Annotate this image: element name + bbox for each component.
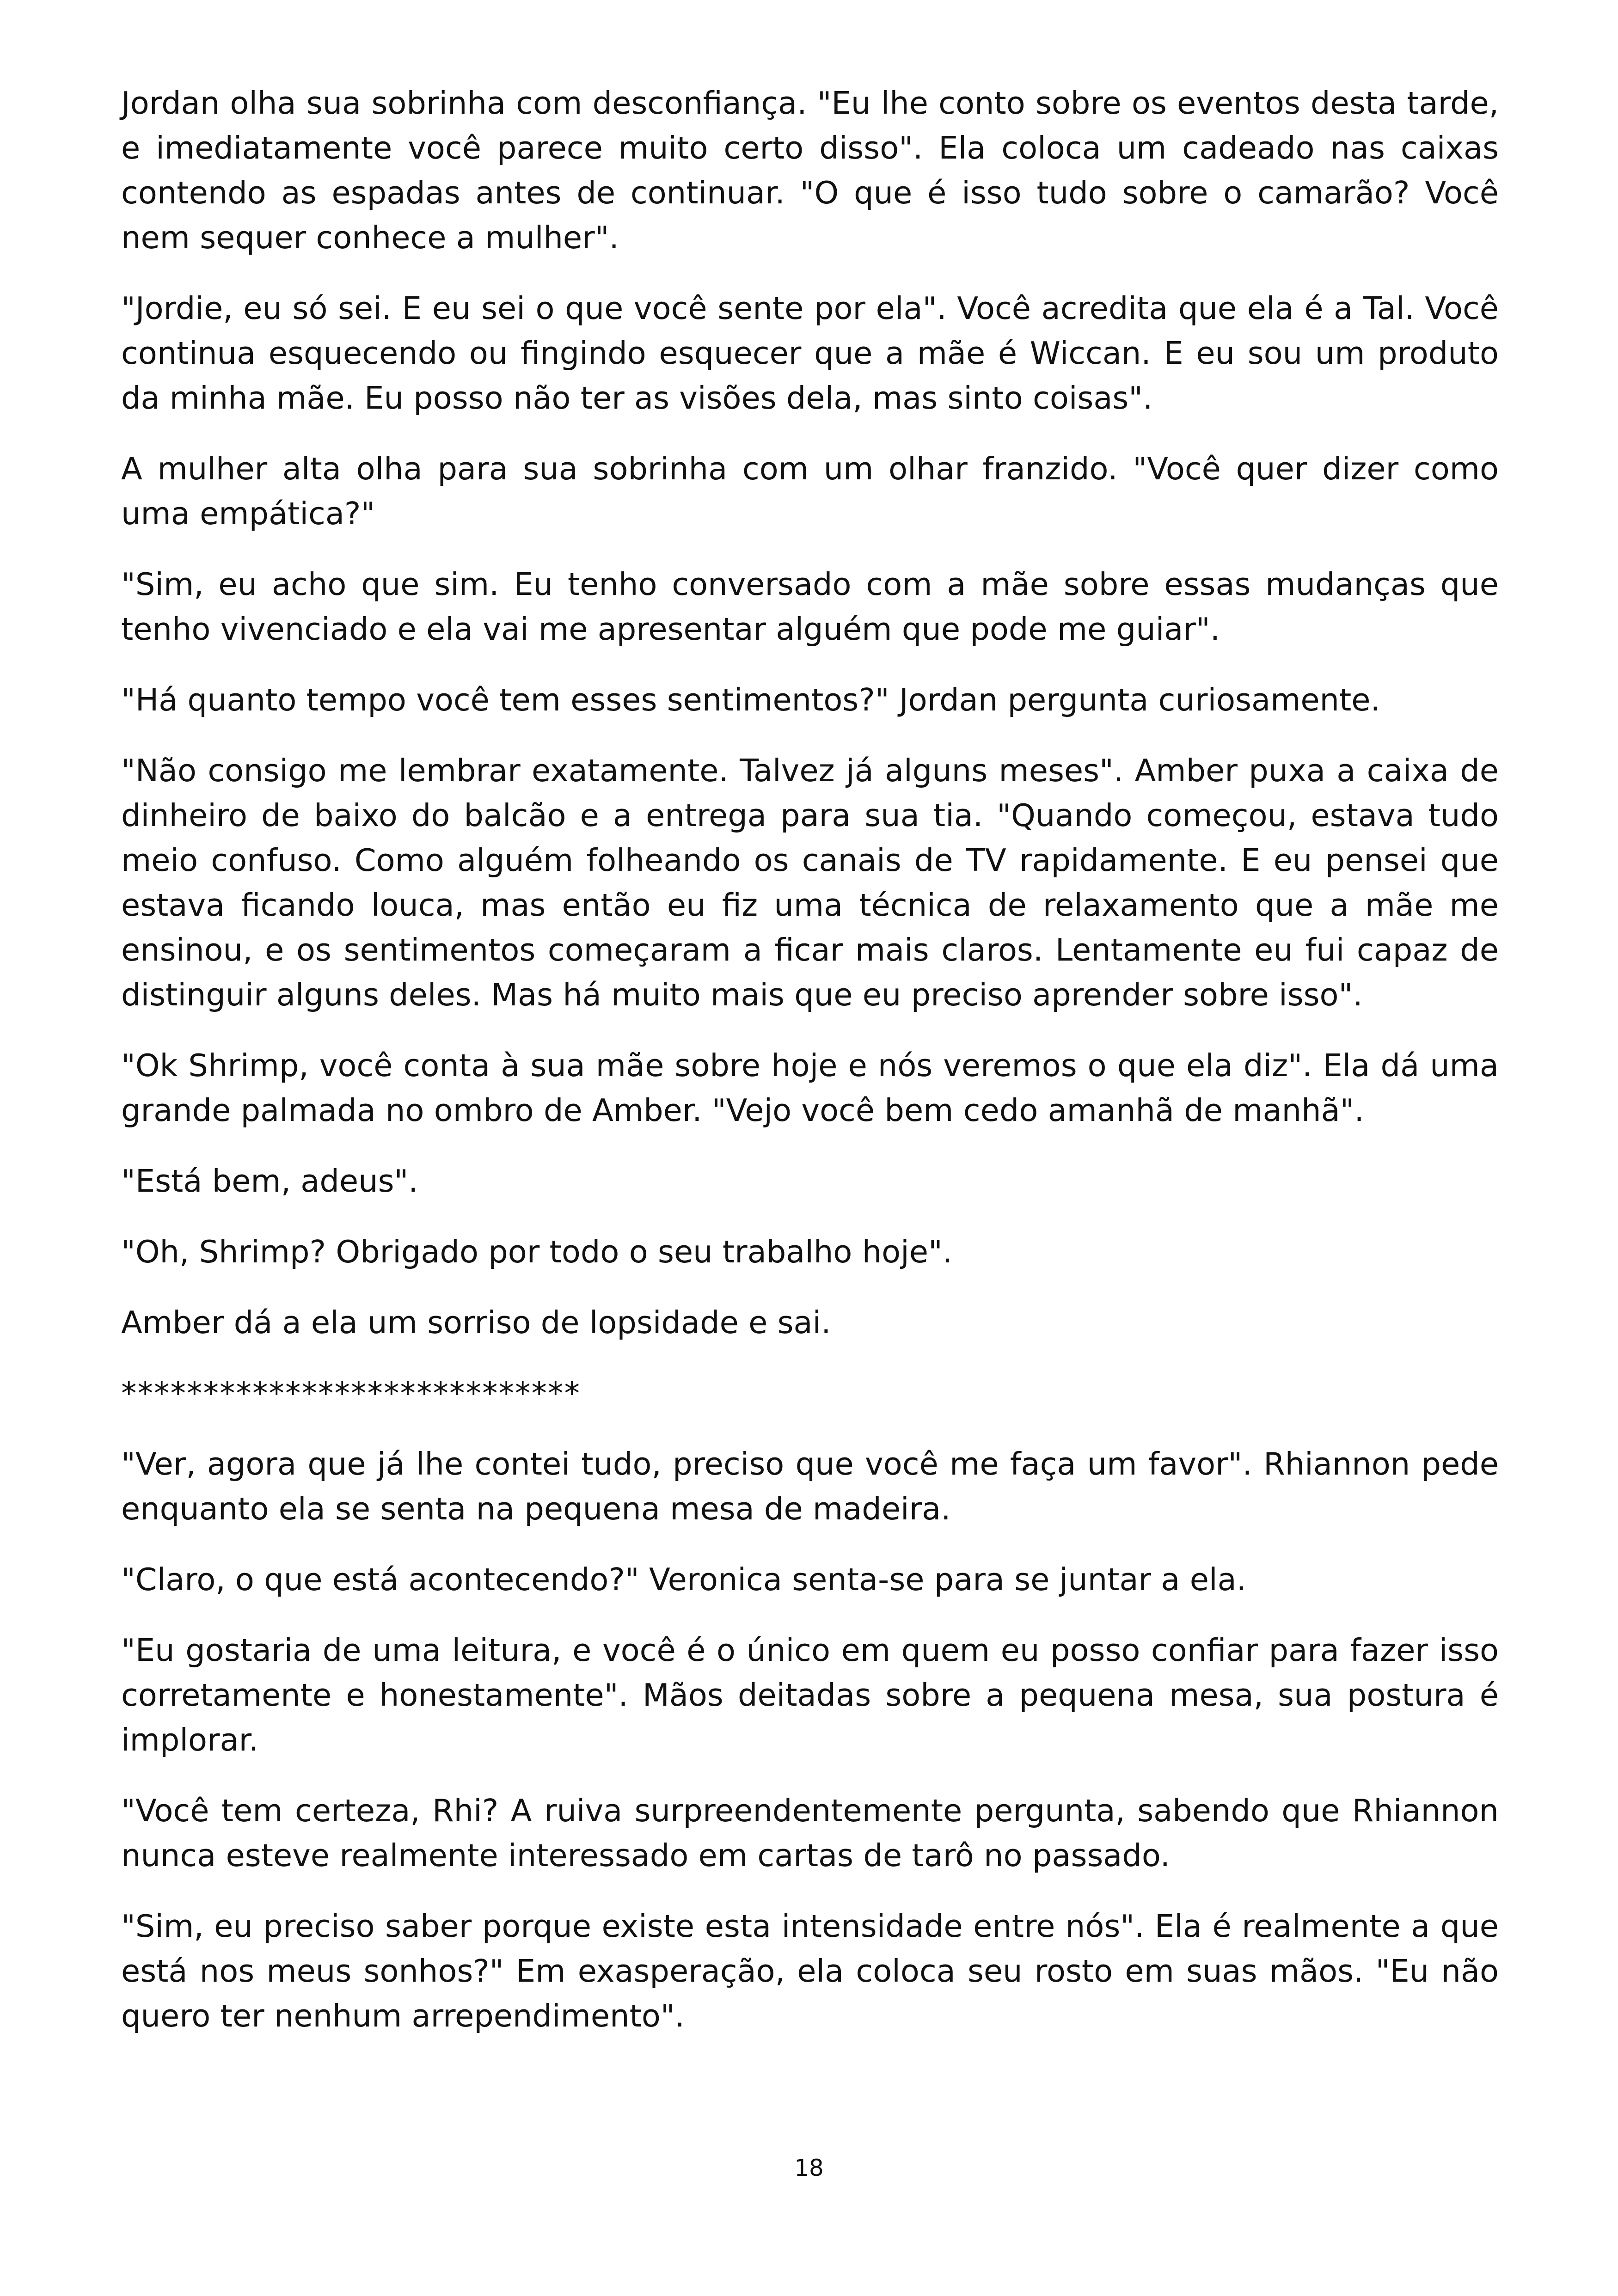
paragraph: "Não consigo me lembrar exatamente. Talvez já alguns meses". Amber puxa a caixa de dinheiro de baixo do balcão e a entrega para sua tia. "Quando começou, estava tudo meio confuso. Como alguém folheando os canais de TV rapidamente. E eu pensei que estava ficando louca, mas então eu fiz uma técnica de relaxamento que a mãe me ensinou, e os sentimentos começaram a ficar mais claros. Lentamente eu fui capaz de distinguir alguns deles. Mas há muito mais que eu preciso aprender sobre isso".: [121, 753, 1499, 1013]
paragraph: "Sim, eu acho que sim. Eu tenho conversado com a mãe sobre essas mudanças que tenho vivenciado e ela vai me apresentar alguém que pode me guiar".: [121, 566, 1499, 647]
paragraph: "Eu gostaria de uma leitura, e você é o único em quem eu posso confiar para fazer isso corretamente e honestamente". Mãos deitadas sobre a pequena mesa, sua postura é implorar.: [121, 1632, 1499, 1758]
paragraph: "Está bem, adeus".: [121, 1163, 418, 1199]
paragraph: "Você tem certeza, Rhi? A ruiva surpreendentemente pergunta, sabendo que Rhiannon nunca esteve realmente interessado em cartas de tarô no passado.: [121, 1793, 1499, 1874]
page-number: 18: [794, 2155, 824, 2181]
scene-separator: ****************************: [121, 1375, 581, 1411]
paragraph: "Claro, o que está acontecendo?" Veronica senta-se para se juntar a ela.: [121, 1561, 1246, 1598]
paragraph: "Sim, eu preciso saber porque existe esta intensidade entre nós". Ela é realmente a que está nos meus sonhos?" Em exasperação, ela coloca seu rosto em suas mãos. "Eu não quero ter nenhum arrependimento".: [121, 1908, 1499, 2034]
paragraph: "Ver, agora que já lhe contei tudo, preciso que você me faça um favor". Rhiannon pede enquanto ela se senta na pequena mesa de madeira.: [121, 1446, 1499, 1527]
paragraph: Jordan olha sua sobrinha com desconfiança. "Eu lhe conto sobre os eventos desta tarde, e imediatamente você parece muito certo disso". Ela coloca um cadeado nas caixas contendo as espadas antes de continuar. "O que é isso tudo sobre o camarão? Você nem sequer conhece a mulher".: [121, 85, 1499, 256]
body-text: [121, 81, 1499, 2039]
paragraph: Amber dá a ela um sorriso de lopsidade e sai.: [121, 1304, 831, 1341]
paragraph: "Oh, Shrimp? Obrigado por todo o seu trabalho hoje".: [121, 1234, 953, 1270]
paragraph: "Há quanto tempo você tem esses sentimentos?" Jordan pergunta curiosamente.: [121, 682, 1380, 718]
paragraph: "Ok Shrimp, você conta à sua mãe sobre hoje e nós veremos o que ela diz". Ela dá uma grande palmada no ombro de Amber. "Vejo você bem cedo amanhã de manhã".: [121, 1047, 1499, 1128]
paragraph: "Jordie, eu só sei. E eu sei o que você sente por ela". Você acredita que ela é a Tal. Você continua esquecendo ou fingindo esquecer que a mãe é Wiccan. E eu sou um produto da minha mãe. Eu posso não ter as visões dela, mas sinto coisas".: [121, 290, 1499, 416]
paragraph: A mulher alta olha para sua sobrinha com um olhar franzido. "Você quer dizer como uma empática?": [121, 451, 1499, 532]
